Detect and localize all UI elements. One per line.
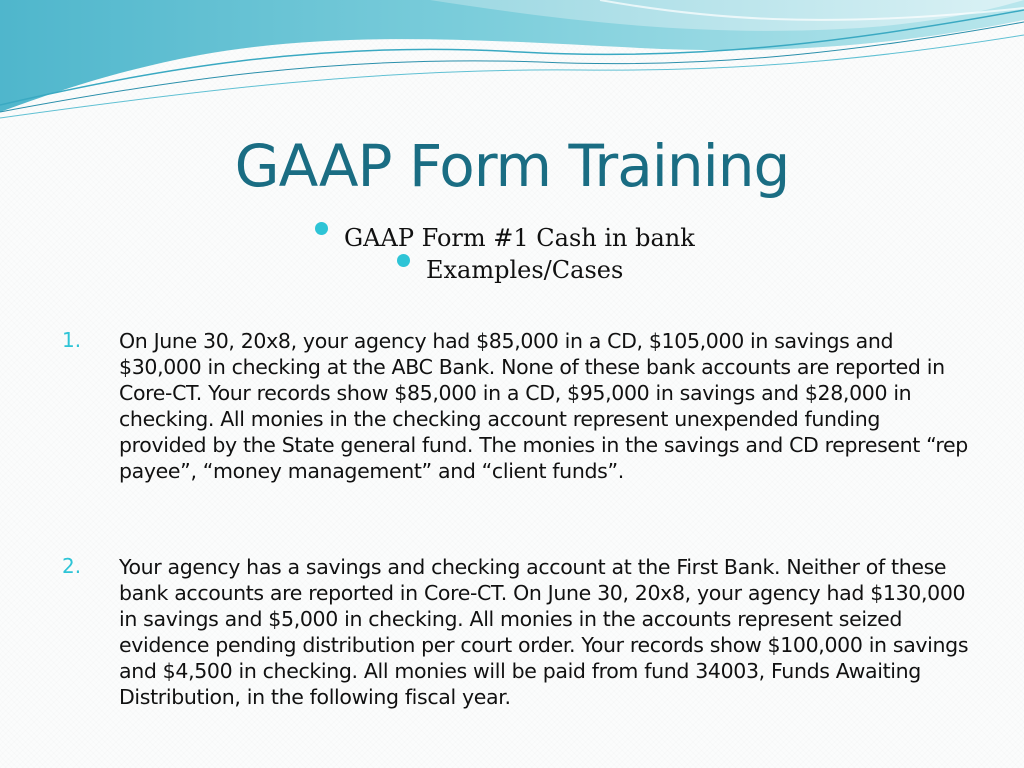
slide-title: GAAP Form Training bbox=[234, 132, 790, 200]
subtitle-1: GAAP Form #1 Cash in bank bbox=[344, 224, 695, 252]
header-wave-decoration bbox=[0, 0, 1024, 130]
bullet-dot-icon bbox=[315, 222, 328, 235]
bullet-dot-icon bbox=[397, 254, 410, 267]
list-item-number: 2. bbox=[62, 554, 82, 578]
list-item-text: On June 30, 20x8, your agency had $85,000 in a CD, $105,000 in savings and $30,000 in checking at the ABC Bank. None of these bank accounts are reported in Core-CT. Your records show $85,000 in a CD, $95,000 in savings and $28,000 in checking. All monies in the checking account represent unexpended funding provided by the State general fund. The monies in the savings and CD represent “rep payee”, “money management” and “client funds”. bbox=[119, 329, 968, 483]
list-item-number: 1. bbox=[62, 328, 82, 352]
subtitle-2: Examples/Cases bbox=[426, 256, 624, 284]
list-item-text: Your agency has a savings and checking account at the First Bank. Neither of these bank accounts are reported in Core-CT. On June 30, 20x8, your agency had $130,000 in savings and $5,000 in checking. All monies in the accounts represent seized evidence pending distribution per court order. Your records show $100,000 in savings and $4,500 in checking. All monies will be paid from fund 34003, Funds Awaiting Distribution, in the following fiscal year. bbox=[119, 555, 969, 709]
